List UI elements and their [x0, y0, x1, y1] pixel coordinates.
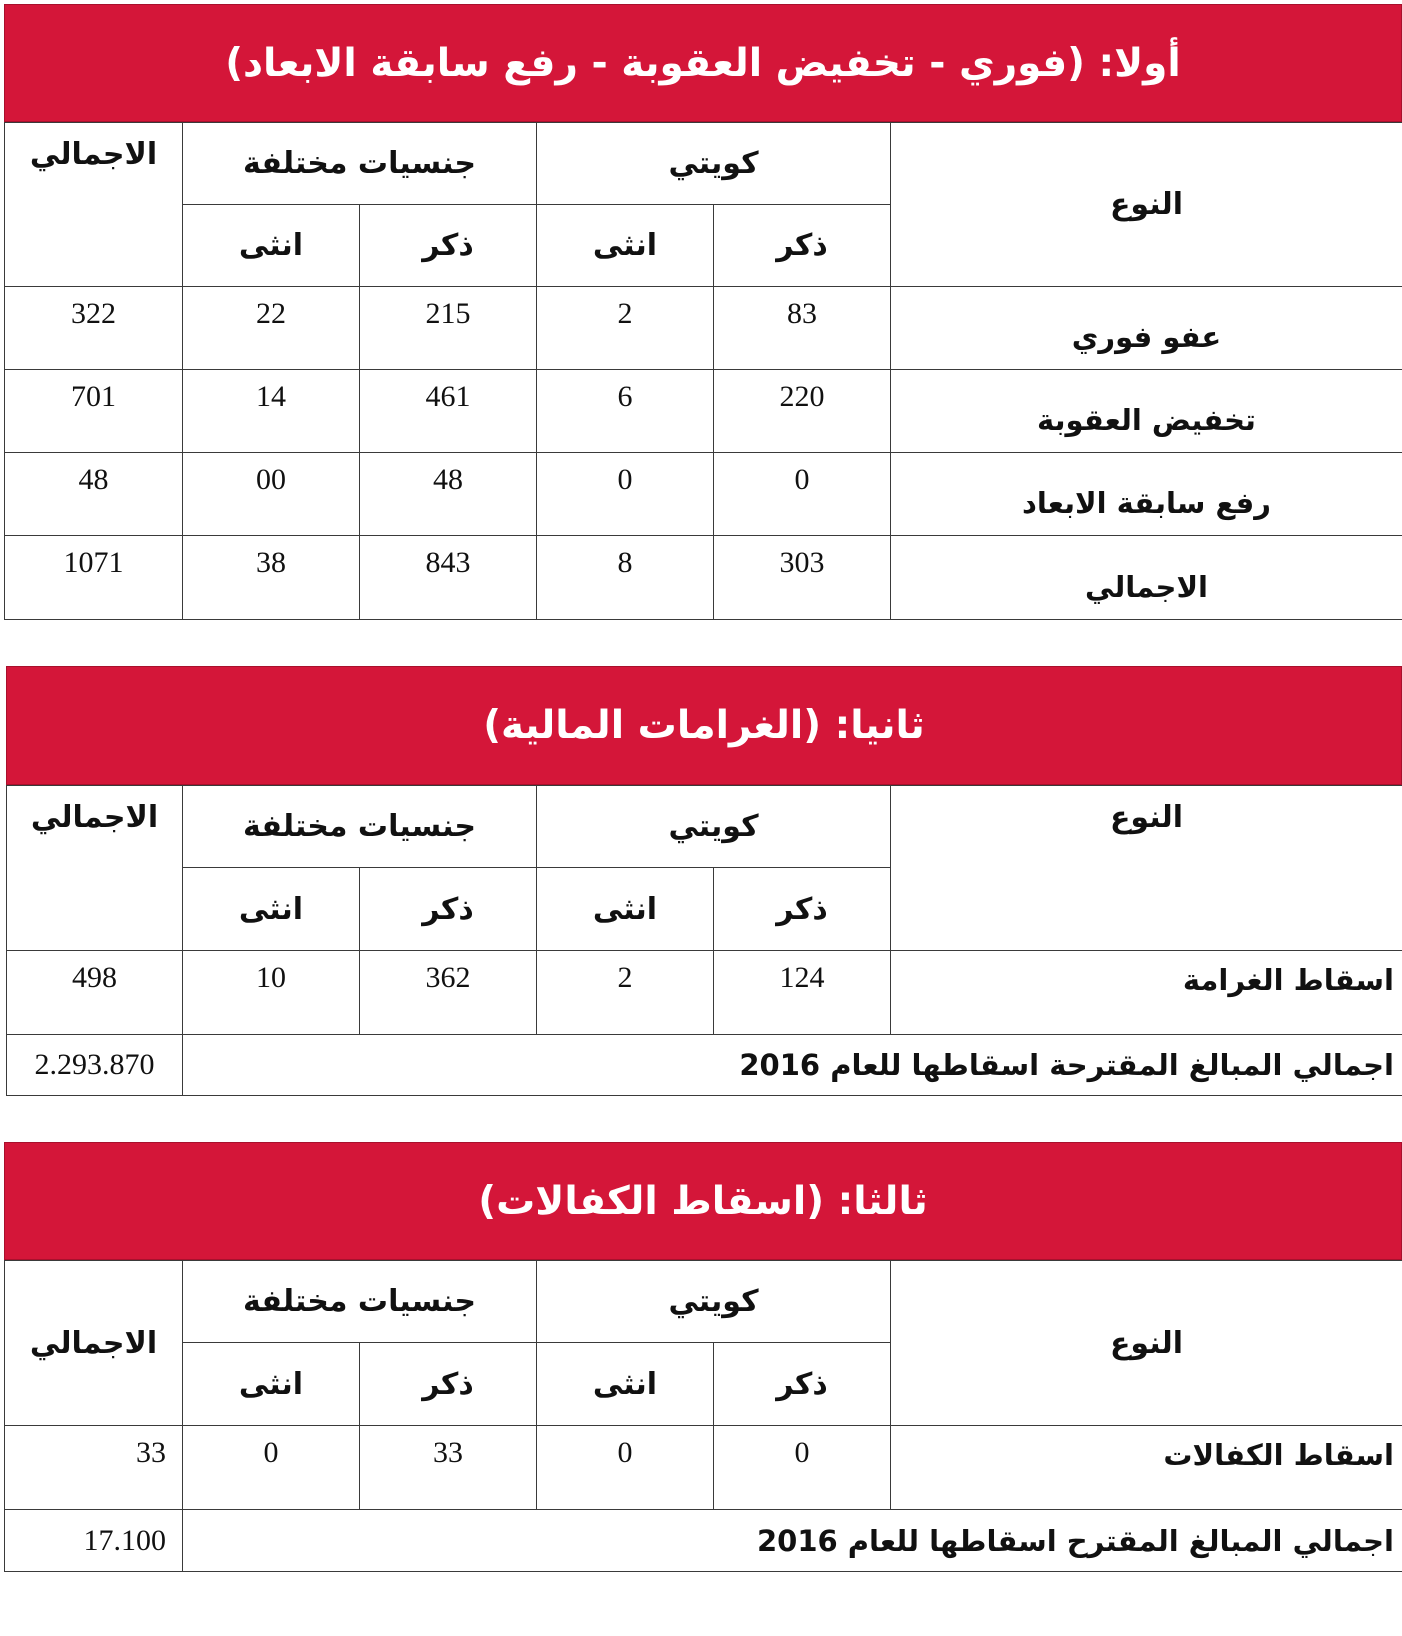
row-label: رفع سابقة الابعاد: [891, 453, 1402, 536]
table-row: [5, 453, 1402, 536]
kuwaiti-female-header: انثى: [537, 205, 714, 287]
kuwaiti-male-value: 0: [714, 453, 891, 536]
mixed-nationalities-header: جنسيات مختلفة: [183, 786, 537, 868]
mixed-female-value: 10: [183, 951, 360, 1035]
section3-title-text: ثالثا: (اسقاط الكفالات): [478, 1178, 928, 1224]
mixed-female-value: 14: [183, 370, 360, 453]
kuwaiti-male-value: 303: [714, 536, 891, 620]
summary-label: اجمالي المبالغ المقترح اسقاطها للعام 2016: [183, 1510, 1402, 1572]
kuwaiti-male-value: 220: [714, 370, 891, 453]
total-value: 33: [5, 1426, 183, 1510]
kuwaiti-header: كويتي: [537, 1261, 891, 1343]
mixed-female-header: انثى: [183, 1343, 360, 1426]
section3-title: [4, 1142, 1402, 1260]
kuwaiti-female-header: انثى: [537, 868, 714, 951]
total-header: الاجمالي: [7, 786, 183, 951]
kuwaiti-female-value: 2: [537, 951, 714, 1035]
section1-title-text: أولا: (فوري - تخفيض العقوبة - رفع سابقة الابعاد): [225, 40, 1181, 86]
mixed-nationalities-header: جنسيات مختلفة: [183, 123, 537, 205]
type-header: النوع: [891, 1261, 1402, 1426]
section1-table: [4, 122, 1402, 620]
mixed-male-value: 461: [360, 370, 537, 453]
kuwaiti-female-value: 8: [537, 536, 714, 620]
kuwaiti-male-header: ذكر: [714, 205, 891, 287]
kuwaiti-female-header: انثى: [537, 1343, 714, 1426]
mixed-female-value: 00: [183, 453, 360, 536]
total-value: 701: [5, 370, 183, 453]
mixed-female-value: 22: [183, 287, 360, 370]
mixed-female-value: 0: [183, 1426, 360, 1510]
kuwaiti-female-value: 0: [537, 453, 714, 536]
total-value: 1071: [5, 536, 183, 620]
section2-title: [6, 666, 1402, 785]
mixed-male-header: ذكر: [360, 205, 537, 287]
kuwaiti-male-header: ذكر: [714, 1343, 891, 1426]
table-row: [7, 951, 1402, 1035]
mixed-female-value: 38: [183, 536, 360, 620]
section2-title-text: ثانيا: (الغرامات المالية): [483, 703, 925, 748]
summary-row: [7, 1035, 1402, 1096]
table-row: [5, 536, 1402, 620]
kuwaiti-male-header: ذكر: [714, 868, 891, 951]
section2-table: [6, 785, 1402, 1096]
summary-label: اجمالي المبالغ المقترحة اسقاطها للعام 2016: [183, 1035, 1402, 1096]
kuwaiti-header: كويتي: [537, 123, 891, 205]
kuwaiti-male-value: 83: [714, 287, 891, 370]
mixed-female-header: انثى: [183, 205, 360, 287]
kuwaiti-header: كويتي: [537, 786, 891, 868]
summary-value: 17.100: [5, 1510, 183, 1572]
total-header: الاجمالي: [5, 1261, 183, 1426]
kuwaiti-male-value: 0: [714, 1426, 891, 1510]
total-value: 48: [5, 453, 183, 536]
section1-title: [4, 4, 1402, 122]
table-row: [5, 1426, 1402, 1510]
mixed-male-value: 843: [360, 536, 537, 620]
row-label: عفو فوري: [891, 287, 1402, 370]
table-row: [5, 287, 1402, 370]
mixed-male-value: 362: [360, 951, 537, 1035]
kuwaiti-female-value: 6: [537, 370, 714, 453]
summary-value: 2.293.870: [7, 1035, 183, 1096]
kuwaiti-male-value: 124: [714, 951, 891, 1035]
summary-row: [5, 1510, 1402, 1572]
mixed-male-header: ذكر: [360, 868, 537, 951]
mixed-male-value: 33: [360, 1426, 537, 1510]
total-header: الاجمالي: [5, 123, 183, 287]
mixed-nationalities-header: جنسيات مختلفة: [183, 1261, 537, 1343]
table-row: [5, 370, 1402, 453]
kuwaiti-female-value: 2: [537, 287, 714, 370]
mixed-male-header: ذكر: [360, 1343, 537, 1426]
type-header: النوع: [891, 123, 1402, 287]
row-label: الاجمالي: [891, 536, 1402, 620]
total-value: 322: [5, 287, 183, 370]
type-header: النوع: [891, 786, 1402, 951]
row-label: تخفيض العقوبة: [891, 370, 1402, 453]
total-value: 498: [7, 951, 183, 1035]
kuwaiti-female-value: 0: [537, 1426, 714, 1510]
mixed-female-header: انثى: [183, 868, 360, 951]
row-label: اسقاط الكفالات: [891, 1426, 1402, 1510]
section3-table: [4, 1260, 1402, 1572]
row-label: اسقاط الغرامة: [891, 951, 1402, 1035]
mixed-male-value: 48: [360, 453, 537, 536]
mixed-male-value: 215: [360, 287, 537, 370]
